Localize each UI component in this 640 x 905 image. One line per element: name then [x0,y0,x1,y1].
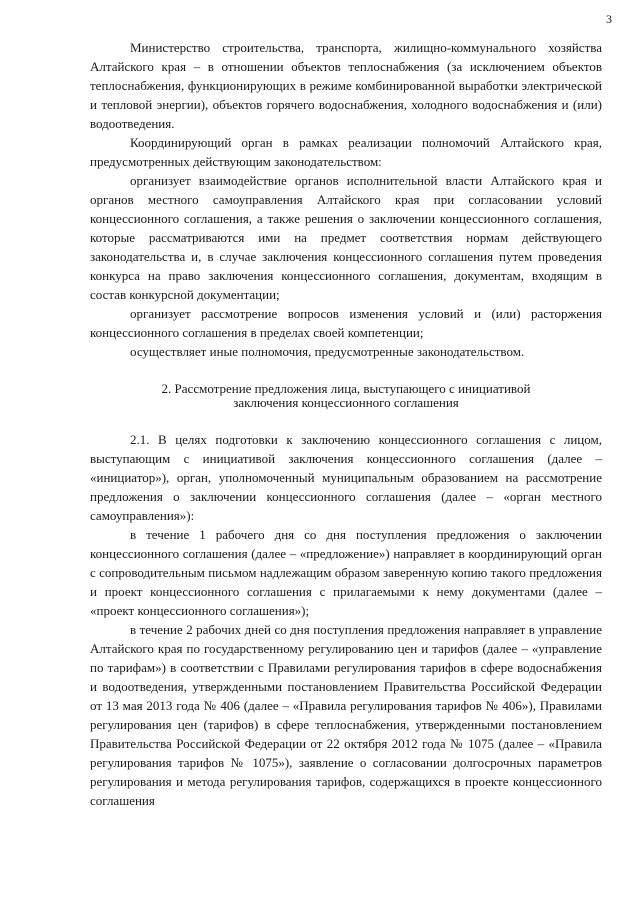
section-heading [90,382,602,410]
paragraph-coordinating-body: Координирующий орган в рамках реализации полномочий Алтайского края, предусмотренных действующим законодательством: [90,135,602,169]
paragraph-2-1: 2.1. В целях подготовки к заключению концессионного соглашения с лицом, выступающим с инициативой заключения концессионного соглашения (далее – «инициатор»), орган, уполномоченный муниципальным образованием на рассмотрение предложения о заключении концессионного соглашения (далее – «орган местного самоуправления»): [90,432,602,523]
section-spacer [90,410,602,430]
paragraph-within-1-day: в течение 1 рабочего дня со дня поступления предложения о заключении концессионного соглашения (далее – «предложение») направляет в координирующий орган с сопроводительным письмом надлежащим образом заверенную копию такого предложения и проект концессионного соглашения с прилагаемыми к нему документами (далее – «проект концессионного соглашения»); [90,527,602,618]
section-heading-line-1: 2. Рассмотрение предложения лица, выступающего с инициативой [161,381,531,396]
section-spacer [90,361,602,382]
page-number: 3 [606,12,612,26]
document-body [90,38,602,810]
section-heading-line-2: заключения концессионного соглашения [233,395,459,410]
paragraph-within-2-days: в течение 2 рабочих дней со дня поступления предложения направляет в управление Алтайского края по государственному регулированию цен и тарифов (далее – «управление по тарифам») в соответствии с Правилами регулирования тарифов в сфере водоснабжения и водоотведения, утвержденными постановлением Правительства Российской Федерации от 13 мая 2013 года № 406 (далее – «Правила регулирования тарифов № 406»), Правилами регулирования цен (тарифов) в сфере теплоснабжения, утвержденными постановлением Правительства Российской Федерации от 22 октября 2012 года № 1075 (далее – «Правила регулирования тарифов № 1075»), заявление о согласовании долгосрочных параметров регулирования и метода регулирования тарифов, содержащихся в проекте концессионного соглашения [90,622,602,808]
paragraph-other-powers: осуществляет иные полномочия, предусмотренные законодательством. [130,344,525,359]
paragraph-organizes-review: организует рассмотрение вопросов изменения условий и (или) расторжения концессионного соглашения в пределах своей компетенции; [90,306,602,340]
paragraph-organizes-interaction: организует взаимодействие органов исполнительной власти Алтайского края и органов местного самоуправления Алтайского края при согласовании условий концессионного соглашения, а также решения о заключении концессионного соглашения, которые рассматриваются ими на предмет соответствия нормам действующего законодательства и, в случае заключения концессионного соглашения путем проведения конкурса на право заключения концессионного соглашения, документам, входящим в состав конкурсной документации; [90,173,602,302]
paragraph-ministry: Министерство строительства, транспорта, жилищно-коммунального хозяйства Алтайского края – в отношении объектов теплоснабжения (за исключением объектов теплоснабжения, функционирующих в режиме комбинированной выработки электрической и тепловой энергии), объектов горячего водоснабжения, холодного водоснабжения и (или) водоотведения. [90,40,602,131]
